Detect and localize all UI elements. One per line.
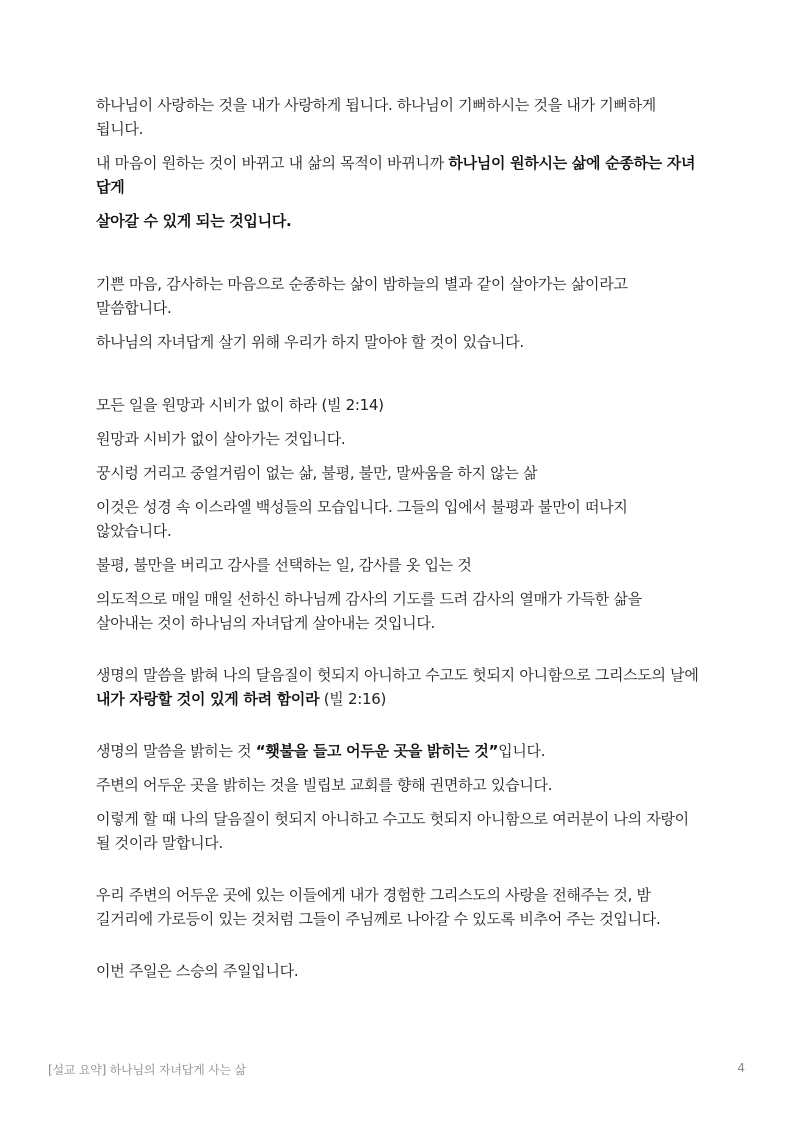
paragraph-bold-text: “횃불을 들고 어두운 곳을 밝히는 것” bbox=[255, 742, 499, 760]
paragraph bbox=[96, 209, 700, 233]
scripture-quote bbox=[96, 663, 700, 711]
section-6 bbox=[96, 883, 700, 931]
section-3 bbox=[96, 393, 700, 635]
paragraph: 이렇게 할 때 나의 달음질이 헛되지 아니하고 수고도 헛되지 아니함으로 여러분이 나의 자랑이 될 것이라 말합니다. bbox=[96, 810, 689, 852]
section-7 bbox=[96, 959, 700, 983]
section-2 bbox=[96, 272, 700, 354]
paragraph-text: 내 마음이 원하는 것이 바뀌고 내 삶의 목적이 바뀌니까 bbox=[96, 154, 449, 172]
paragraph: 꿍시렁 거리고 중얼거림이 없는 삶, 불평, 불만, 말싸움을 하지 않는 삶 bbox=[96, 464, 538, 482]
footer-title: [설교 요약] 하나님의 자녀답게 사는 삶 bbox=[48, 1063, 246, 1077]
paragraph-bold-text: 살아갈 수 있게 되는 것입니다. bbox=[96, 212, 292, 230]
section-1 bbox=[96, 93, 700, 233]
paragraph: 이번 주일은 스승의 주일입니다. bbox=[96, 962, 299, 980]
document-body bbox=[96, 93, 700, 993]
paragraph: 하나님의 자녀답게 살기 위해 우리가 하지 말아야 할 것이 있습니다. bbox=[96, 333, 524, 351]
page-number: 4 bbox=[737, 1061, 745, 1075]
paragraph-text: (빌 2:16) bbox=[319, 690, 386, 708]
paragraph-text: 입니다. bbox=[498, 742, 546, 760]
paragraph-bold-text: 하나님이 원하시는 삶에 순종하는 자녀 답게 bbox=[96, 154, 696, 196]
section-5 bbox=[96, 739, 700, 855]
paragraph: 이것은 성경 속 이스라엘 백성들의 모습입니다. 그들의 입에서 불평과 불만이 떠나지 않았습니다. bbox=[96, 498, 628, 540]
paragraph-text: 생명의 말씀을 밝히는 것 bbox=[96, 742, 256, 760]
paragraph: 하나님이 사랑하는 것을 내가 사랑하게 됩니다. 하나님이 기뻐하시는 것을 내가 기뻐하게 됩니다. bbox=[96, 96, 656, 138]
paragraph: 의도적으로 매일 매일 선하신 하나님께 감사의 기도를 드려 감사의 열매가 가득한 삶을 살아내는 것이 하나님의 자녀답게 살아내는 것입니다. bbox=[96, 590, 642, 632]
paragraph bbox=[96, 739, 700, 763]
paragraph: 우리 주변의 어두운 곳에 있는 이들에게 내가 경험한 그리스도의 사랑을 전해주는 것, 밤 길거리에 가로등이 있는 것처럼 그들이 주님께로 나아갈 수 있도록 비추어 주는 것입니다. bbox=[96, 886, 661, 928]
paragraph: 불평, 불만을 버리고 감사를 선택하는 일, 감사를 옷 입는 것 bbox=[96, 556, 472, 574]
section-4 bbox=[96, 663, 700, 711]
paragraph bbox=[96, 151, 700, 199]
paragraph: 주변의 어두운 곳을 밝히는 것을 빌립보 교회를 향해 권면하고 있습니다. bbox=[96, 776, 553, 794]
scripture-quote: 모든 일을 원망과 시비가 없이 하라 (빌 2:14) bbox=[96, 396, 384, 414]
paragraph-text: 생명의 말씀을 밝혀 나의 달음질이 헛되지 아니하고 수고도 헛되지 아니함으로 그리스도의 날에 bbox=[96, 666, 699, 684]
paragraph: 원망과 시비가 없이 살아가는 것입니다. bbox=[96, 430, 346, 448]
paragraph-bold-text: 내가 자랑할 것이 있게 하려 함이라 bbox=[96, 690, 320, 708]
paragraph: 기쁜 마음, 감사하는 마음으로 순종하는 삶이 밤하늘의 별과 같이 살아가는 삶이라고 말씀합니다. bbox=[96, 275, 628, 317]
